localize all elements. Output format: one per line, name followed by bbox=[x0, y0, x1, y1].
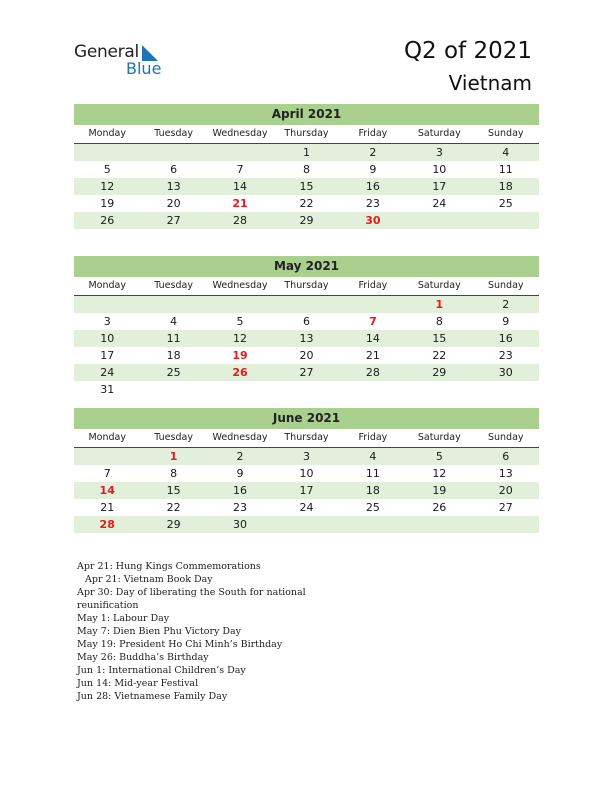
day-cell: 2 bbox=[502, 298, 510, 311]
month-header: May 2021 bbox=[74, 256, 539, 277]
weekday-label: Tuesday bbox=[154, 128, 193, 139]
day-cell: 21 bbox=[232, 197, 248, 210]
week-row bbox=[74, 347, 539, 364]
month-june bbox=[74, 408, 539, 533]
weekday-label: Sunday bbox=[487, 128, 524, 139]
holiday-note: Apr 30: Day of liberating the South for national bbox=[77, 587, 306, 598]
weekday-label: Saturday bbox=[417, 280, 461, 291]
holiday-note: Jun 28: Vietnamese Family Day bbox=[77, 691, 228, 702]
weekday-label: Sunday bbox=[487, 280, 524, 291]
weekday-label: Monday bbox=[88, 128, 126, 139]
day-cell: 18 bbox=[166, 349, 181, 362]
day-cell bbox=[473, 516, 539, 533]
week-row bbox=[74, 212, 539, 229]
holiday-note: May 19: President Ho Chi Minh’s Birthday bbox=[77, 639, 283, 650]
day-cell: 28 bbox=[233, 214, 248, 227]
weekday-label: Friday bbox=[358, 128, 388, 139]
weekday-label: Monday bbox=[88, 432, 126, 443]
day-cell bbox=[74, 144, 140, 161]
day-cell: 14 bbox=[99, 484, 115, 497]
day-cell bbox=[273, 381, 339, 398]
week-row bbox=[74, 364, 539, 381]
day-cell: 23 bbox=[233, 501, 248, 514]
day-cell: 21 bbox=[100, 501, 115, 514]
day-cell: 15 bbox=[432, 332, 447, 345]
day-cell: 26 bbox=[232, 366, 248, 379]
weekday-label: Thursday bbox=[284, 128, 329, 139]
week-row bbox=[74, 330, 539, 347]
day-cell bbox=[207, 144, 273, 161]
day-cell bbox=[207, 381, 273, 398]
day-cell: 7 bbox=[103, 467, 111, 480]
day-cell: 3 bbox=[302, 450, 310, 463]
day-cell: 15 bbox=[299, 180, 314, 193]
month-header: April 2021 bbox=[74, 104, 539, 125]
day-cell: 25 bbox=[498, 197, 513, 210]
month-may bbox=[74, 256, 539, 398]
day-cell: 9 bbox=[502, 315, 510, 328]
day-cell: 5 bbox=[435, 450, 443, 463]
week-row bbox=[74, 482, 539, 499]
day-cell: 22 bbox=[432, 349, 447, 362]
weeks bbox=[74, 144, 539, 229]
day-cell: 16 bbox=[233, 484, 248, 497]
day-cell: 5 bbox=[236, 315, 244, 328]
day-cell: 24 bbox=[432, 197, 447, 210]
day-cell: 26 bbox=[100, 214, 115, 227]
day-cell bbox=[207, 296, 273, 313]
day-cell: 19 bbox=[100, 197, 115, 210]
day-cell: 20 bbox=[166, 197, 181, 210]
day-cell: 17 bbox=[299, 484, 314, 497]
day-cell: 11 bbox=[365, 467, 380, 480]
day-cell: 20 bbox=[299, 349, 314, 362]
day-cell: 6 bbox=[302, 315, 310, 328]
holiday-note: May 7: Dien Bien Phu Victory Day bbox=[77, 626, 242, 637]
weekday-label: Wednesday bbox=[212, 432, 268, 443]
day-cell: 22 bbox=[166, 501, 181, 514]
day-cell: 29 bbox=[299, 214, 314, 227]
generalblue-logo bbox=[74, 42, 184, 82]
weekday-label: Wednesday bbox=[212, 280, 268, 291]
day-cell: 4 bbox=[170, 315, 178, 328]
day-cell: 13 bbox=[498, 467, 513, 480]
day-cell: 21 bbox=[365, 349, 380, 362]
day-cell: 27 bbox=[498, 501, 513, 514]
day-cell: 24 bbox=[100, 366, 115, 379]
month-header: June 2021 bbox=[74, 408, 539, 429]
week-row bbox=[74, 381, 539, 398]
day-cell: 10 bbox=[100, 332, 115, 345]
weekday-label: Saturday bbox=[417, 432, 461, 443]
day-cell: 1 bbox=[435, 298, 444, 311]
week-row bbox=[74, 448, 539, 465]
day-cell: 19 bbox=[232, 349, 248, 362]
day-cell: 18 bbox=[365, 484, 380, 497]
day-cell: 30 bbox=[365, 214, 381, 227]
weekday-row bbox=[74, 277, 539, 296]
day-cell bbox=[140, 296, 206, 313]
day-cell: 9 bbox=[369, 163, 377, 176]
week-row bbox=[74, 144, 539, 161]
day-cell: 30 bbox=[498, 366, 513, 379]
holiday-note: Apr 21: Vietnam Book Day bbox=[85, 574, 213, 585]
day-cell: 15 bbox=[166, 484, 181, 497]
weeks bbox=[74, 448, 539, 533]
day-cell: 4 bbox=[369, 450, 377, 463]
day-cell bbox=[406, 516, 472, 533]
day-cell: 1 bbox=[169, 450, 178, 463]
day-cell: 3 bbox=[103, 315, 111, 328]
week-row bbox=[74, 161, 539, 178]
day-cell bbox=[406, 381, 472, 398]
logo-blue-text: Blue bbox=[126, 59, 162, 78]
weekday-label: Tuesday bbox=[154, 280, 193, 291]
day-cell: 13 bbox=[166, 180, 181, 193]
day-cell: 16 bbox=[365, 180, 380, 193]
weekday-label: Thursday bbox=[284, 432, 329, 443]
day-cell: 14 bbox=[233, 180, 248, 193]
day-cell: 12 bbox=[100, 180, 115, 193]
week-row bbox=[74, 296, 539, 313]
day-cell bbox=[140, 144, 206, 161]
day-cell bbox=[473, 381, 539, 398]
day-cell bbox=[406, 212, 472, 229]
week-row bbox=[74, 195, 539, 212]
day-cell: 4 bbox=[502, 146, 510, 159]
week-row bbox=[74, 313, 539, 330]
day-cell bbox=[340, 296, 406, 313]
weekday-label: Wednesday bbox=[212, 128, 268, 139]
day-cell: 20 bbox=[498, 484, 513, 497]
day-cell: 2 bbox=[369, 146, 377, 159]
day-cell bbox=[74, 296, 140, 313]
day-cell: 7 bbox=[369, 315, 377, 328]
day-cell: 8 bbox=[435, 315, 443, 328]
day-cell: 31 bbox=[100, 383, 115, 396]
day-cell: 6 bbox=[170, 163, 178, 176]
day-cell: 11 bbox=[498, 163, 513, 176]
day-cell: 30 bbox=[233, 518, 248, 531]
day-cell: 26 bbox=[432, 501, 447, 514]
holiday-note: May 1: Labour Day bbox=[77, 613, 170, 624]
country-name: Vietnam bbox=[448, 71, 532, 95]
day-cell: 25 bbox=[166, 366, 181, 379]
week-row bbox=[74, 178, 539, 195]
weeks bbox=[74, 296, 539, 398]
day-cell bbox=[140, 381, 206, 398]
day-cell: 5 bbox=[103, 163, 111, 176]
week-row bbox=[74, 465, 539, 482]
day-cell: 14 bbox=[365, 332, 380, 345]
day-cell: 8 bbox=[302, 163, 310, 176]
weekday-label: Monday bbox=[88, 280, 126, 291]
day-cell: 23 bbox=[365, 197, 380, 210]
day-cell bbox=[273, 516, 339, 533]
day-cell: 16 bbox=[498, 332, 513, 345]
holiday-note: May 26: Buddha’s Birthday bbox=[77, 652, 209, 663]
logo-general-text: General bbox=[74, 42, 139, 62]
day-cell bbox=[273, 296, 339, 313]
holiday-note: Jun 14: Mid-year Festival bbox=[77, 678, 199, 689]
day-cell: 29 bbox=[432, 366, 447, 379]
day-cell: 1 bbox=[302, 146, 310, 159]
day-cell: 17 bbox=[432, 180, 447, 193]
day-cell: 9 bbox=[236, 467, 244, 480]
day-cell: 19 bbox=[432, 484, 447, 497]
weekday-row bbox=[74, 125, 539, 144]
day-cell: 23 bbox=[498, 349, 513, 362]
day-cell: 28 bbox=[99, 518, 115, 531]
day-cell bbox=[340, 381, 406, 398]
day-cell: 2 bbox=[236, 450, 244, 463]
day-cell: 22 bbox=[299, 197, 314, 210]
week-row bbox=[74, 516, 539, 533]
day-cell: 10 bbox=[299, 467, 314, 480]
weekday-label: Sunday bbox=[487, 432, 524, 443]
day-cell: 12 bbox=[233, 332, 248, 345]
week-row bbox=[74, 499, 539, 516]
day-cell: 6 bbox=[502, 450, 510, 463]
day-cell: 27 bbox=[299, 366, 314, 379]
day-cell: 25 bbox=[365, 501, 380, 514]
day-cell: 3 bbox=[435, 146, 443, 159]
day-cell: 28 bbox=[365, 366, 380, 379]
weekday-label: Tuesday bbox=[154, 432, 193, 443]
day-cell: 17 bbox=[100, 349, 115, 362]
quarter-title: Q2 of 2021 bbox=[403, 38, 532, 64]
weekday-label: Friday bbox=[358, 280, 388, 291]
day-cell: 10 bbox=[432, 163, 447, 176]
day-cell: 27 bbox=[166, 214, 181, 227]
weekday-label: Thursday bbox=[284, 280, 329, 291]
month-april bbox=[74, 104, 539, 229]
day-cell bbox=[473, 212, 539, 229]
weekday-label: Friday bbox=[358, 432, 388, 443]
day-cell: 11 bbox=[166, 332, 181, 345]
day-cell: 7 bbox=[236, 163, 244, 176]
day-cell bbox=[74, 448, 140, 465]
day-cell: 24 bbox=[299, 501, 314, 514]
day-cell: 8 bbox=[170, 467, 178, 480]
weekday-label: Saturday bbox=[417, 128, 461, 139]
holiday-notes bbox=[77, 560, 397, 703]
day-cell: 29 bbox=[166, 518, 181, 531]
weekday-row bbox=[74, 429, 539, 448]
holiday-note: reunification bbox=[77, 600, 139, 611]
day-cell: 12 bbox=[432, 467, 447, 480]
day-cell: 13 bbox=[299, 332, 314, 345]
holiday-note: Apr 21: Hung Kings Commemorations bbox=[77, 561, 261, 572]
holiday-note: Jun 1: International Children’s Day bbox=[77, 665, 246, 676]
day-cell: 18 bbox=[498, 180, 513, 193]
day-cell bbox=[340, 516, 406, 533]
